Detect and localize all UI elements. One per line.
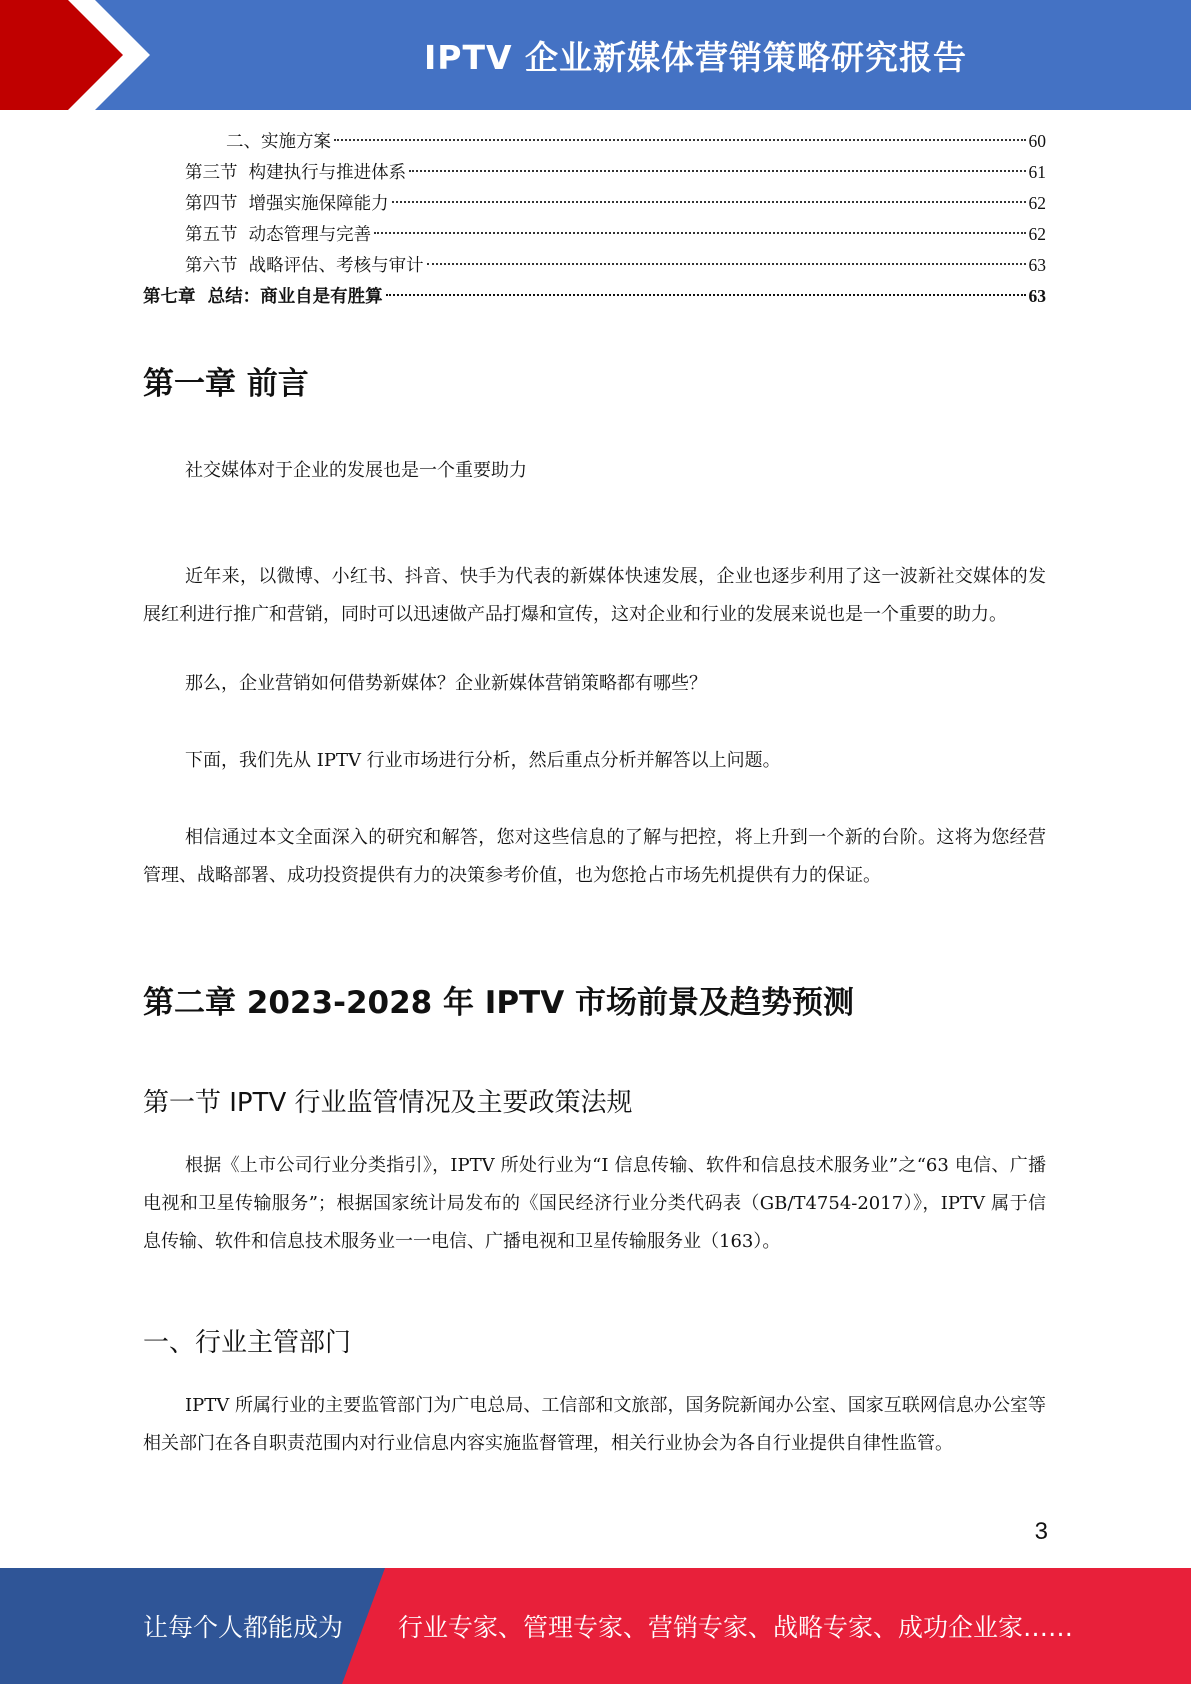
section1-heading: 第一节 IPTV 行业监管情况及主要政策法规	[143, 1088, 633, 1118]
toc-entry-page: 63	[1028, 255, 1046, 275]
toc-entry[interactable]	[143, 250, 1046, 281]
toc-entry-page: 63	[1028, 286, 1046, 306]
toc-leader-dots	[409, 170, 1025, 172]
chapter1-paragraph: 那么，企业营销如何借势新媒体？企业新媒体营销策略都有哪些？	[185, 673, 707, 694]
toc-leader-dots	[334, 139, 1026, 141]
table-of-contents	[143, 126, 1046, 312]
chapter1-heading: 第一章 前言	[143, 366, 309, 402]
chapter1-paragraph: 下面，我们先从 IPTV 行业市场进行分析，然后重点分析并解答以上问题。	[185, 750, 781, 771]
toc-entry-label: 第五节 动态管理与完善	[185, 225, 372, 245]
toc-entry-label: 第七章 总结：商业自是有胜算	[143, 287, 383, 307]
chapter1-paragraph: 社交媒体对于企业的发展也是一个重要助力	[185, 460, 527, 481]
toc-entry[interactable]	[143, 188, 1046, 219]
toc-leader-dots	[427, 263, 1026, 265]
page-number: 3	[1034, 1518, 1048, 1545]
toc-entry-label: 第六节 战略评估、考核与审计	[185, 256, 424, 276]
toc-entry-label: 第三节 构建执行与推进体系	[185, 163, 407, 183]
subsection1-heading: 一、行业主管部门	[143, 1328, 352, 1358]
footer-slogan-left: 让每个人都能成为	[143, 1613, 344, 1642]
chapter1-paragraph: 相信通过本文全面深入的研究和解答，您对这些信息的了解与把控，将上升到一个新的台阶。这将为您经营管理、战略部署、成功投资提供有力的决策参考价值，也为您抢占市场先机提供有力的保证。	[143, 827, 1046, 886]
toc-entry-label: 二、实施方案	[226, 132, 331, 152]
subsection1-paragraph: IPTV 所属行业的主要监管部门为广电总局、工信部和文旅部，国务院新闻办公室、国家互联网信息办公室等相关部门在各自职责范围内对行业信息内容实施监督管理，相关行业协会为各自行业提供自律性监管。	[143, 1395, 1046, 1454]
footer-banner	[0, 1568, 1191, 1684]
toc-leader-dots	[374, 232, 1025, 234]
header-banner	[0, 0, 1191, 110]
toc-entry[interactable]	[143, 219, 1046, 250]
toc-entry-page: 62	[1028, 193, 1046, 213]
chapter2-heading: 第二章 2023-2028 年 IPTV 市场前景及趋势预测	[143, 985, 854, 1021]
section1-paragraph: 根据《上市公司行业分类指引》，IPTV 所处行业为“I 信息传输、软件和信息技术服务业”之“63 电信、广播电视和卫星传输服务”；根据国家统计局发布的《国民经济行业分类代码表（GB/T4754-2017）》，IPTV 属于信息传输、软件和信息技术服务业一一电信、广播电视和卫星传输服务业（163）。	[143, 1155, 1046, 1252]
toc-entry-label: 第四节 增强实施保障能力	[185, 194, 389, 214]
toc-entry-page: 61	[1028, 162, 1046, 182]
footer-slogan-right: 行业专家、管理专家、营销专家、战略专家、成功企业家……	[398, 1613, 1074, 1642]
chapter1-paragraph: 近年来，以微博、小红书、抖音、快手为代表的新媒体快速发展，企业也逐步利用了这一波新社交媒体的发展红利进行推广和营销，同时可以迅速做产品打爆和宣传，这对企业和行业的发展来说也是一个重要的助力。	[143, 566, 1046, 625]
toc-entry-page: 62	[1028, 224, 1046, 244]
toc-entry-page: 60	[1028, 131, 1046, 151]
report-title: IPTV 企业新媒体营销策略研究报告	[423, 37, 967, 77]
toc-leader-dots	[392, 201, 1026, 203]
toc-entry[interactable]	[143, 126, 1046, 157]
toc-entry[interactable]	[143, 157, 1046, 188]
toc-leader-dots	[386, 294, 1026, 296]
toc-entry[interactable]	[143, 281, 1046, 312]
